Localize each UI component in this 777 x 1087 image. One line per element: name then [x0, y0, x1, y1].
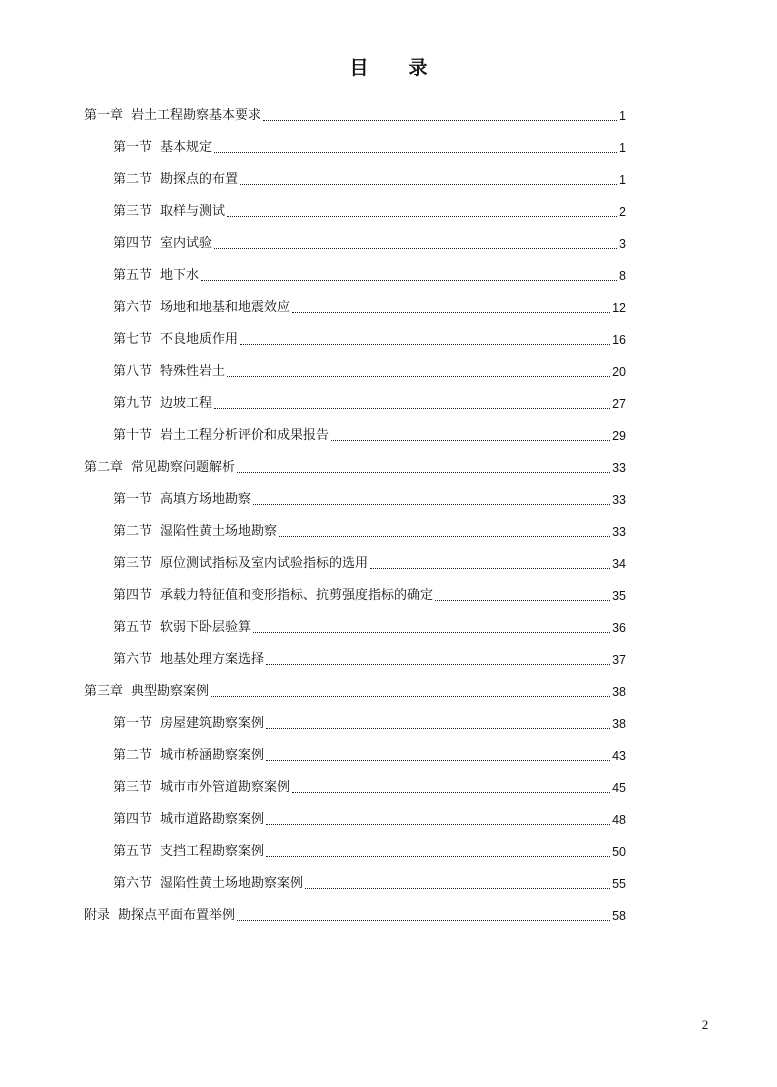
toc-dot-leader — [240, 344, 610, 345]
toc-entry-page: 55 — [612, 877, 626, 891]
toc-dot-leader — [253, 504, 610, 505]
toc-entry-title: 不良地质作用 — [160, 332, 239, 347]
toc-entry-label — [113, 810, 264, 830]
toc-section-entry[interactable] — [84, 257, 626, 289]
toc-entry-label — [113, 362, 225, 382]
toc-dot-leader — [305, 888, 610, 889]
toc-dot-leader — [201, 280, 617, 281]
toc-entry-page: 2 — [619, 205, 626, 219]
toc-entry-label — [84, 906, 235, 926]
toc-dot-leader — [253, 632, 610, 633]
toc-section-entry[interactable] — [84, 161, 626, 193]
toc-entry-number: 第二章 — [84, 460, 124, 475]
toc-section-entry[interactable] — [84, 129, 626, 161]
toc-entry-number: 第二节 — [113, 172, 153, 187]
toc-entry-number: 第十节 — [113, 428, 153, 443]
toc-dot-leader — [237, 920, 610, 921]
toc-section-entry[interactable] — [84, 705, 626, 737]
toc-entry-label — [113, 874, 303, 894]
toc-entry-page: 29 — [612, 429, 626, 443]
toc-entry-label — [113, 426, 329, 446]
toc-entry-number: 第一节 — [113, 492, 153, 507]
toc-entry-title: 勘探点平面布置举例 — [118, 908, 236, 923]
toc-entry-page: 33 — [612, 493, 626, 507]
toc-section-entry[interactable] — [84, 737, 626, 769]
toc-entry-title: 勘探点的布置 — [160, 172, 239, 187]
toc-dot-leader — [266, 760, 610, 761]
toc-dot-leader — [435, 600, 610, 601]
toc-section-entry[interactable] — [84, 801, 626, 833]
toc-entry-title: 岩土工程分析评价和成果报告 — [160, 428, 330, 443]
toc-entry-title: 地基处理方案选择 — [160, 652, 265, 667]
toc-chapter-entry[interactable] — [84, 449, 626, 481]
toc-entry-page: 8 — [619, 269, 626, 283]
toc-entry-title: 软弱下卧层验算 — [160, 620, 252, 635]
toc-entry-number: 第三章 — [84, 684, 124, 699]
toc-entry-number: 第二节 — [113, 748, 153, 763]
toc-dot-leader — [214, 408, 610, 409]
toc-entry-page: 37 — [612, 653, 626, 667]
toc-entry-label — [113, 298, 290, 318]
toc-dot-leader — [227, 376, 610, 377]
toc-entry-label — [113, 554, 368, 574]
toc-entry-number: 第一节 — [113, 716, 153, 731]
toc-entry-label — [84, 106, 261, 126]
toc-entry-page: 38 — [612, 717, 626, 731]
toc-entry-page: 43 — [612, 749, 626, 763]
toc-entry-number: 第四节 — [113, 812, 153, 827]
toc-entry-number: 第一章 — [84, 108, 124, 123]
toc-entry-number: 第七节 — [113, 332, 153, 347]
toc-entry-number: 第六节 — [113, 876, 153, 891]
toc-dot-leader — [292, 792, 610, 793]
toc-entry-title: 边坡工程 — [160, 396, 213, 411]
toc-dot-leader — [266, 824, 610, 825]
toc-section-entry[interactable] — [84, 289, 626, 321]
toc-entry-page: 27 — [612, 397, 626, 411]
toc-entry-title: 支挡工程勘察案例 — [160, 844, 265, 859]
toc-section-entry[interactable] — [84, 545, 626, 577]
toc-chapter-entry[interactable] — [84, 97, 626, 129]
toc-entry-title: 基本规定 — [160, 140, 213, 155]
toc-dot-leader — [331, 440, 610, 441]
toc-section-entry[interactable] — [84, 865, 626, 897]
toc-entry-page: 50 — [612, 845, 626, 859]
toc-entry-page: 20 — [612, 365, 626, 379]
toc-entry-page: 35 — [612, 589, 626, 603]
toc-entry-label — [113, 746, 264, 766]
toc-dot-leader — [263, 120, 617, 121]
toc-section-entry[interactable] — [84, 385, 626, 417]
toc-entry-page: 34 — [612, 557, 626, 571]
toc-entry-page: 1 — [619, 173, 626, 187]
toc-entry-title: 地下水 — [160, 268, 200, 283]
toc-entry-page: 45 — [612, 781, 626, 795]
toc-section-entry[interactable] — [84, 833, 626, 865]
toc-chapter-entry[interactable] — [84, 897, 626, 929]
toc-entry-title: 取样与测试 — [160, 204, 226, 219]
toc-entry-number: 第三节 — [113, 204, 153, 219]
toc-section-entry[interactable] — [84, 609, 626, 641]
toc-section-entry[interactable] — [84, 769, 626, 801]
toc-entry-number: 第五节 — [113, 844, 153, 859]
toc-dot-leader — [292, 312, 610, 313]
toc-entry-label — [113, 202, 225, 222]
toc-entry-number: 第五节 — [113, 620, 153, 635]
toc-entry-title: 场地和地基和地震效应 — [160, 300, 291, 315]
toc-entry-title: 城市桥涵勘察案例 — [160, 748, 265, 763]
toc-heading — [0, 53, 777, 80]
toc-section-entry[interactable] — [84, 641, 626, 673]
toc-section-entry[interactable] — [84, 513, 626, 545]
toc-chapter-entry[interactable] — [84, 673, 626, 705]
toc-entry-number: 第四节 — [113, 588, 153, 603]
toc-section-entry[interactable] — [84, 225, 626, 257]
toc-dot-leader — [214, 248, 617, 249]
toc-entry-page: 48 — [612, 813, 626, 827]
toc-entry-label — [113, 586, 433, 606]
table-of-contents — [84, 97, 626, 929]
toc-entry-number: 第三节 — [113, 556, 153, 571]
toc-entry-page: 1 — [619, 141, 626, 155]
toc-entry-number: 第四节 — [113, 236, 153, 251]
toc-entry-page: 36 — [612, 621, 626, 635]
toc-entry-page: 33 — [612, 525, 626, 539]
toc-entry-number: 第九节 — [113, 396, 153, 411]
toc-dot-leader — [237, 472, 610, 473]
toc-entry-label — [84, 458, 235, 478]
toc-entry-number: 第五节 — [113, 268, 153, 283]
toc-entry-title: 典型勘察案例 — [131, 684, 210, 699]
toc-dot-leader — [266, 856, 610, 857]
toc-entry-label — [113, 490, 251, 510]
toc-heading-left: 目 — [349, 57, 369, 79]
toc-entry-title: 岩土工程勘察基本要求 — [131, 108, 262, 123]
toc-entry-number: 第六节 — [113, 652, 153, 667]
toc-dot-leader — [214, 152, 617, 153]
toc-section-entry[interactable] — [84, 193, 626, 225]
toc-section-entry[interactable] — [84, 577, 626, 609]
toc-entry-number: 第八节 — [113, 364, 153, 379]
toc-dot-leader — [266, 728, 610, 729]
toc-entry-page: 12 — [612, 301, 626, 315]
toc-entry-title: 城市市外管道勘察案例 — [160, 780, 291, 795]
toc-entry-number: 第六节 — [113, 300, 153, 315]
toc-entry-page: 16 — [612, 333, 626, 347]
toc-entry-title: 高填方场地勘察 — [160, 492, 252, 507]
toc-heading-right: 录 — [408, 57, 428, 79]
toc-dot-leader — [227, 216, 617, 217]
toc-entry-number: 第三节 — [113, 780, 153, 795]
toc-entry-page: 58 — [612, 909, 626, 923]
toc-entry-title: 承载力特征值和变形指标、抗剪强度指标的确定 — [160, 588, 434, 603]
toc-entry-title: 特殊性岩土 — [160, 364, 226, 379]
toc-entry-label — [113, 234, 212, 254]
toc-entry-title: 湿陷性黄土场地勘察 — [160, 524, 278, 539]
toc-entry-label — [113, 842, 264, 862]
toc-dot-leader — [211, 696, 610, 697]
toc-section-entry[interactable] — [84, 417, 626, 449]
toc-section-entry[interactable] — [84, 353, 626, 385]
toc-entry-label — [113, 138, 212, 158]
toc-entry-title: 常见勘察问题解析 — [131, 460, 236, 475]
toc-entry-number: 第一节 — [113, 140, 153, 155]
toc-dot-leader — [370, 568, 610, 569]
toc-section-entry[interactable] — [84, 321, 626, 353]
toc-entry-page: 1 — [619, 109, 626, 123]
toc-entry-title: 城市道路勘察案例 — [160, 812, 265, 827]
toc-entry-label — [113, 618, 251, 638]
toc-entry-page: 38 — [612, 685, 626, 699]
toc-entry-label — [113, 394, 212, 414]
toc-entry-label — [113, 778, 290, 798]
toc-entry-title: 原位测试指标及室内试验指标的选用 — [160, 556, 369, 571]
toc-dot-leader — [240, 184, 617, 185]
toc-entry-label — [113, 266, 199, 286]
page-number: 2 — [701, 1017, 709, 1032]
toc-entry-number: 第二节 — [113, 524, 153, 539]
toc-section-entry[interactable] — [84, 481, 626, 513]
toc-entry-page: 3 — [619, 237, 626, 251]
toc-entry-title: 房屋建筑勘察案例 — [160, 716, 265, 731]
toc-entry-label — [113, 650, 264, 670]
toc-entry-label — [113, 522, 277, 542]
toc-dot-leader — [279, 536, 610, 537]
toc-entry-label — [113, 330, 238, 350]
toc-entry-number: 附录 — [84, 908, 111, 923]
toc-dot-leader — [266, 664, 610, 665]
toc-entry-label — [113, 714, 264, 734]
toc-entry-label — [84, 682, 209, 702]
toc-entry-title: 室内试验 — [160, 236, 213, 251]
toc-entry-title: 湿陷性黄土场地勘察案例 — [160, 876, 304, 891]
toc-entry-page: 33 — [612, 461, 626, 475]
toc-entry-label — [113, 170, 238, 190]
